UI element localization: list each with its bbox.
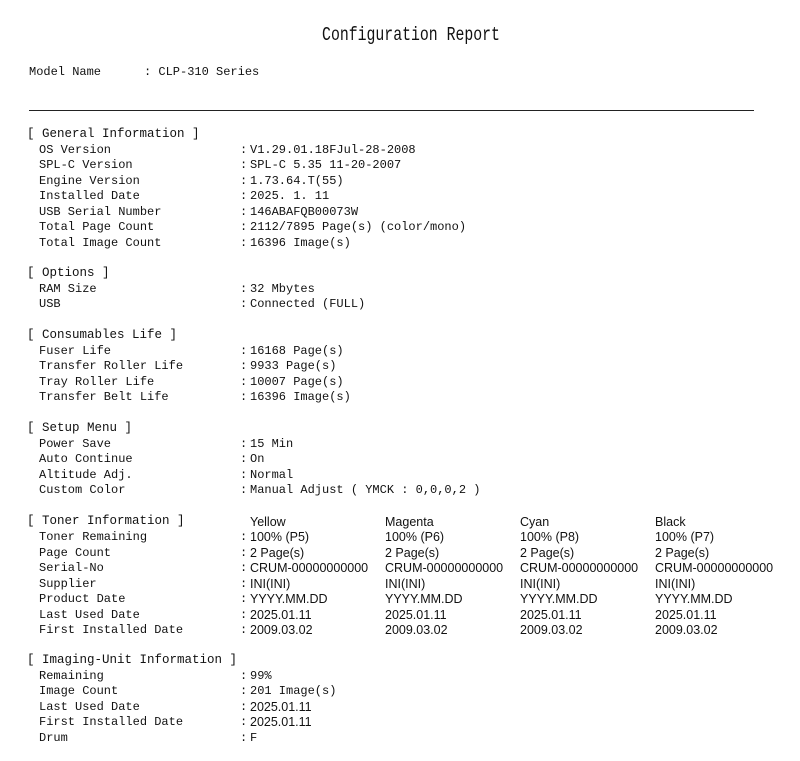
cell-black: CRUM-00000000000: [655, 561, 774, 575]
cell-black: 2025.01.11: [655, 608, 717, 622]
cell-yellow: CRUM-00000000000: [250, 561, 369, 575]
section-title-toner: [ Toner Information ]: [27, 514, 185, 528]
row-colon: :: [240, 700, 248, 714]
cell-cyan: 2009.03.02: [520, 623, 583, 637]
row-colon: :: [240, 189, 248, 203]
row-value: 2112/7895 Page(s) (color/mono): [250, 220, 467, 234]
toner-col-magenta: Magenta: [385, 515, 434, 529]
toner-col-yellow: Yellow: [250, 515, 286, 529]
row-value: 32 Mbytes: [250, 282, 315, 296]
row-key: Engine Version: [39, 174, 140, 188]
cell-cyan: 2025.01.11: [520, 608, 582, 622]
row-key: Auto Continue: [39, 452, 133, 466]
cell-cyan: INI(INI): [520, 577, 561, 591]
row-key: First Installed Date: [39, 623, 184, 637]
row-value: 10007 Page(s): [250, 375, 344, 389]
row-key: Remaining: [39, 669, 104, 683]
model-name-separator: :: [144, 65, 152, 79]
row-colon: :: [240, 452, 248, 466]
cell-yellow: INI(INI): [250, 577, 291, 591]
row-value: 16396 Image(s): [250, 390, 351, 404]
row-key: Page Count: [39, 546, 112, 560]
row-key: Last Used Date: [39, 608, 140, 622]
row-colon: :: [240, 608, 248, 622]
row-value: V1.29.01.18FJul-28-2008: [250, 143, 416, 157]
row-colon: :: [240, 715, 248, 729]
header-divider: [29, 110, 754, 111]
row-value: F: [250, 731, 258, 745]
row-value: SPL-C 5.35 11-20-2007: [250, 158, 402, 172]
cell-magenta: YYYY.MM.DD: [385, 592, 463, 606]
row-value: On: [250, 452, 265, 466]
cell-magenta: CRUM-00000000000: [385, 561, 504, 575]
cell-yellow: 100% (P5): [250, 530, 310, 544]
row-key: Supplier: [39, 577, 97, 591]
row-value: 2025. 1. 11: [250, 189, 330, 203]
cell-black: 100% (P7): [655, 530, 715, 544]
row-key: Total Page Count: [39, 220, 155, 234]
row-key: Transfer Belt Life: [39, 390, 169, 404]
model-name-value: CLP-310 Series: [158, 65, 260, 79]
cell-magenta: 100% (P6): [385, 530, 445, 544]
row-value: 146ABAFQB00073W: [250, 205, 359, 219]
section-title-consumables: [ Consumables Life ]: [27, 328, 178, 342]
row-colon: :: [240, 546, 248, 560]
cell-black: 2 Page(s): [655, 546, 710, 560]
model-name-line: [29, 65, 259, 79]
report-title: Configuration Report: [322, 24, 500, 46]
row-key: Power Save: [39, 437, 112, 451]
row-colon: :: [240, 731, 248, 745]
section-title-setup: [ Setup Menu ]: [27, 421, 133, 435]
row-key: Last Used Date: [39, 700, 140, 714]
cell-cyan: YYYY.MM.DD: [520, 592, 598, 606]
row-colon: :: [240, 359, 248, 373]
section-title-general: [ General Information ]: [27, 127, 200, 141]
row-key: USB Serial Number: [39, 205, 162, 219]
row-key: Serial-No: [39, 561, 104, 575]
row-colon: :: [240, 375, 248, 389]
section-title-options: [ Options ]: [27, 266, 110, 280]
toner-col-cyan: Cyan: [520, 515, 550, 529]
row-colon: :: [240, 561, 248, 575]
row-key: Installed Date: [39, 189, 140, 203]
cell-magenta: INI(INI): [385, 577, 426, 591]
row-value: 15 Min: [250, 437, 294, 451]
row-key: USB: [39, 297, 61, 311]
cell-cyan: CRUM-00000000000: [520, 561, 639, 575]
cell-cyan: 2 Page(s): [520, 546, 575, 560]
row-key: Transfer Roller Life: [39, 359, 184, 373]
row-key: Total Image Count: [39, 236, 162, 250]
row-colon: :: [240, 158, 248, 172]
cell-yellow: 2025.01.11: [250, 608, 312, 622]
cell-yellow: YYYY.MM.DD: [250, 592, 328, 606]
row-key: Tray Roller Life: [39, 375, 155, 389]
cell-yellow: 2 Page(s): [250, 546, 305, 560]
row-colon: :: [240, 297, 248, 311]
row-value: 1.73.64.T(55): [250, 174, 344, 188]
cell-black: YYYY.MM.DD: [655, 592, 733, 606]
row-value: 201 Image(s): [250, 684, 337, 698]
row-value: 16168 Page(s): [250, 344, 344, 358]
section-title-imaging: [ Imaging-Unit Information ]: [27, 653, 238, 667]
row-key: Toner Remaining: [39, 530, 148, 544]
row-value: 99%: [250, 669, 272, 683]
cell-cyan: 100% (P8): [520, 530, 580, 544]
row-colon: :: [240, 530, 248, 544]
row-colon: :: [240, 205, 248, 219]
cell-magenta: 2 Page(s): [385, 546, 440, 560]
cell-yellow: 2009.03.02: [250, 623, 313, 637]
row-key: Drum: [39, 731, 68, 745]
row-colon: :: [240, 592, 248, 606]
row-key: Altitude Adj.: [39, 468, 133, 482]
row-colon: :: [240, 390, 248, 404]
row-colon: :: [240, 344, 248, 358]
row-colon: :: [240, 220, 248, 234]
cell-magenta: 2009.03.02: [385, 623, 448, 637]
cell-black: INI(INI): [655, 577, 696, 591]
model-name-label: Model Name: [29, 65, 102, 79]
cell-magenta: 2025.01.11: [385, 608, 447, 622]
row-key: SPL-C Version: [39, 158, 133, 172]
row-key: Product Date: [39, 592, 126, 606]
row-key: Fuser Life: [39, 344, 112, 358]
row-value: 2025.01.11: [250, 700, 312, 714]
row-key: First Installed Date: [39, 715, 184, 729]
row-value: 9933 Page(s): [250, 359, 337, 373]
row-colon: :: [240, 669, 248, 683]
row-colon: :: [240, 437, 248, 451]
row-colon: :: [240, 143, 248, 157]
row-value: Manual Adjust ( YMCK : 0,0,0,2 ): [250, 483, 481, 497]
row-value: 2025.01.11: [250, 715, 312, 729]
row-key: Image Count: [39, 684, 119, 698]
row-colon: :: [240, 236, 248, 250]
row-colon: :: [240, 684, 248, 698]
row-colon: :: [240, 174, 248, 188]
row-value: Normal: [250, 468, 294, 482]
row-key: OS Version: [39, 143, 112, 157]
cell-black: 2009.03.02: [655, 623, 718, 637]
row-colon: :: [240, 623, 248, 637]
row-key: Custom Color: [39, 483, 126, 497]
toner-col-black: Black: [655, 515, 686, 529]
row-colon: :: [240, 483, 248, 497]
row-colon: :: [240, 577, 248, 591]
row-value: 16396 Image(s): [250, 236, 351, 250]
row-key: RAM Size: [39, 282, 97, 296]
row-colon: :: [240, 282, 248, 296]
row-value: Connected (FULL): [250, 297, 366, 311]
row-colon: :: [240, 468, 248, 482]
